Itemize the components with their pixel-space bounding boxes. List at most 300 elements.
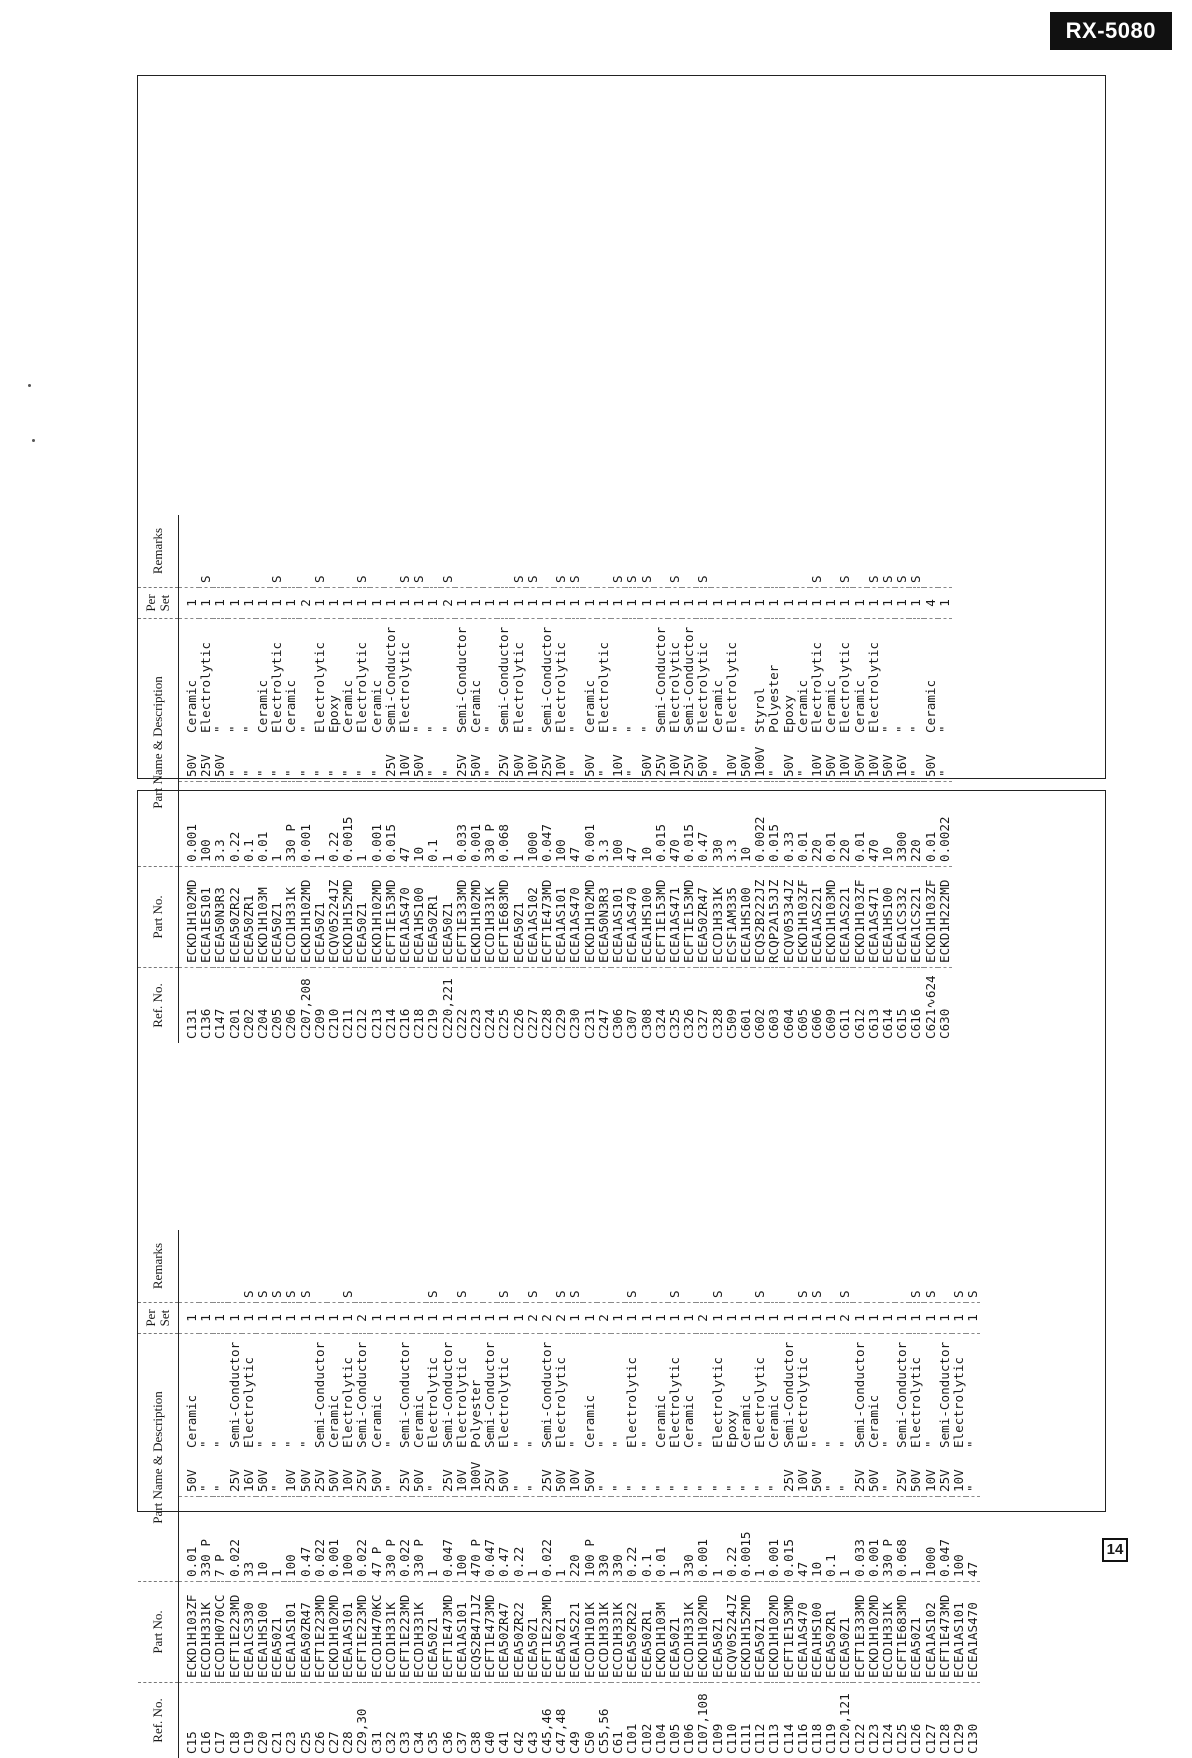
cell-value: 1000	[924, 1497, 938, 1582]
cell-description: Semi-Conductor	[398, 1334, 412, 1453]
cell-value: 0.01	[824, 782, 838, 867]
cell-voltage: 50V	[824, 737, 838, 782]
cell-part-no: ECEA50ZR22	[512, 1582, 526, 1683]
cell-part-no: ECKD1H102MD	[583, 867, 597, 968]
cell-voltage: 10V	[668, 737, 682, 782]
cell-ref-no: C33	[398, 1683, 412, 1758]
cell-part-no: ECQV05334JZ	[782, 867, 796, 968]
cell-per-set: 1	[796, 588, 810, 619]
cell-description: "	[924, 1334, 938, 1453]
cell-description: "	[526, 1334, 540, 1453]
cell-voltage: "	[526, 1452, 540, 1497]
table-row	[242, 1230, 256, 1758]
cell-remarks	[313, 1230, 327, 1303]
cell-ref-no: C28	[341, 1683, 355, 1758]
table-row	[327, 1230, 341, 1758]
cell-per-set: 1	[909, 1303, 923, 1334]
cell-remarks: S	[796, 1230, 810, 1303]
cell-description: Electrolytic	[341, 1334, 355, 1453]
cell-remarks: S	[909, 515, 923, 588]
cell-description: Electrolytic	[554, 619, 568, 738]
cell-value: 0.01	[796, 782, 810, 867]
cell-description: "	[483, 619, 497, 738]
cell-per-set: 1	[966, 1303, 980, 1334]
cell-ref-no: C210	[327, 968, 341, 1044]
cell-value: 10	[412, 782, 426, 867]
cell-part-no: ECEA50Z1	[270, 1582, 284, 1683]
cell-per-set: 1	[313, 1303, 327, 1334]
table-row	[782, 1230, 796, 1758]
cell-part-no: ECEA1AS470	[398, 867, 412, 968]
cell-value: 0.22	[625, 1497, 639, 1582]
cell-voltage: 50V	[299, 1452, 313, 1497]
cell-per-set: 1	[242, 588, 256, 619]
cell-value: 0.047	[540, 782, 554, 867]
cell-per-set: 1	[640, 588, 654, 619]
cell-part-no: ECFT1E223MD	[313, 1582, 327, 1683]
cell-voltage: 25V	[483, 1452, 497, 1497]
cell-description: "	[625, 619, 639, 738]
cell-description: Electrolytic	[668, 1334, 682, 1453]
cell-per-set: 1	[398, 588, 412, 619]
cell-value: 330 P	[881, 1497, 895, 1582]
cell-value: 1	[441, 782, 455, 867]
cell-description: Ceramic	[284, 619, 298, 738]
cell-per-set: 1	[370, 588, 384, 619]
cell-ref-no: C230	[568, 968, 582, 1044]
cell-remarks	[299, 515, 313, 588]
cell-per-set: 1	[554, 588, 568, 619]
cell-value: 0.0022	[938, 782, 952, 867]
cell-description: "	[881, 1334, 895, 1453]
cell-part-no: ECKD1H152MD	[739, 1582, 753, 1683]
cell-value: 330	[711, 782, 725, 867]
cell-ref-no: C616	[909, 968, 923, 1044]
table-row	[512, 515, 526, 1043]
cell-value: 100 P	[583, 1497, 597, 1582]
cell-part-no: ECEA50Z1	[838, 1582, 852, 1683]
cell-description: "	[568, 1334, 582, 1453]
table-row	[299, 1230, 313, 1758]
cell-ref-no: C147	[213, 968, 227, 1044]
cell-value: 0.1	[640, 1497, 654, 1582]
cell-ref-no: C124	[881, 1683, 895, 1758]
cell-description: Electrolytic	[625, 1334, 639, 1453]
cell-ref-no: C17	[213, 1683, 227, 1758]
cell-value: 0.022	[228, 1497, 242, 1582]
cell-description: Ceramic	[341, 619, 355, 738]
cell-remarks: S	[270, 1230, 284, 1303]
cell-description: Ceramic	[412, 1334, 426, 1453]
cell-per-set: 1	[526, 588, 540, 619]
cell-description: Electrolytic	[270, 619, 284, 738]
cell-voltage: "	[242, 737, 256, 782]
cell-voltage: 50V	[924, 737, 938, 782]
cell-per-set: 1	[767, 588, 781, 619]
cell-description: "	[611, 619, 625, 738]
cell-description: Semi-Conductor	[497, 619, 511, 738]
cell-ref-no: C114	[782, 1683, 796, 1758]
cell-voltage: 16V	[895, 737, 909, 782]
cell-value: 0.047	[483, 1497, 497, 1582]
cell-remarks: S	[909, 1230, 923, 1303]
cell-remarks: S	[256, 1230, 270, 1303]
cell-voltage: 25V	[782, 1452, 796, 1497]
table-row	[810, 515, 824, 1043]
cell-voltage: 50V	[179, 737, 200, 782]
cell-description: Semi-Conductor	[540, 1334, 554, 1453]
table-row	[412, 515, 426, 1043]
cell-ref-no: C209	[313, 968, 327, 1044]
cell-value: 330	[611, 1497, 625, 1582]
table-row	[412, 1230, 426, 1758]
cell-value: 1	[711, 1497, 725, 1582]
cell-part-no: ECKD1H103ZF	[853, 867, 867, 968]
parts-table	[138, 515, 952, 1043]
cell-value: 0.22	[228, 782, 242, 867]
cell-part-no: ECCD1H331K	[284, 867, 298, 968]
cell-remarks	[597, 1230, 611, 1303]
cell-value: 10	[810, 1497, 824, 1582]
table-row	[952, 1230, 966, 1758]
cell-per-set: 1	[711, 588, 725, 619]
cell-ref-no: C604	[782, 968, 796, 1044]
cell-per-set: 1	[228, 1303, 242, 1334]
table-row	[179, 1230, 200, 1758]
cell-voltage: 50V	[179, 1452, 200, 1497]
table-row	[753, 515, 767, 1043]
cell-per-set: 1	[938, 1303, 952, 1334]
table-row	[526, 515, 540, 1043]
cell-part-no: ECEA1AS470	[625, 867, 639, 968]
cell-part-no: ECEA50ZR22	[625, 1582, 639, 1683]
table-row	[228, 1230, 242, 1758]
cell-part-no: ECEA50Z1	[270, 867, 284, 968]
cell-remarks: S	[313, 515, 327, 588]
cell-remarks: S	[554, 1230, 568, 1303]
cell-part-no: ECFT1E153MD	[782, 1582, 796, 1683]
cell-value: 0.22	[327, 782, 341, 867]
cell-description: Ceramic	[256, 619, 270, 738]
cell-value: 0.47	[299, 1497, 313, 1582]
cell-voltage: 50V	[469, 737, 483, 782]
parts-table-panel-2	[137, 75, 1106, 779]
cell-voltage: "	[327, 737, 341, 782]
cell-voltage: 25V	[497, 737, 511, 782]
cell-voltage: 100V	[753, 737, 767, 782]
cell-ref-no: C615	[895, 968, 909, 1044]
cell-remarks: S	[611, 515, 625, 588]
cell-voltage: 50V	[512, 737, 526, 782]
cell-per-set: 1	[881, 1303, 895, 1334]
cell-remarks: S	[441, 515, 455, 588]
cell-description: "	[966, 1334, 980, 1453]
cell-part-no: ECEA50ZR1	[640, 1582, 654, 1683]
cell-ref-no: C105	[668, 1683, 682, 1758]
cell-part-no: ECEA1HS100	[256, 1582, 270, 1683]
cell-voltage: "	[611, 1452, 625, 1497]
cell-part-no: ECEA1AS470	[966, 1582, 980, 1683]
cell-voltage: 10V	[284, 1452, 298, 1497]
cell-per-set: 1	[725, 588, 739, 619]
cell-remarks	[753, 515, 767, 588]
cell-part-no: ECFT1E223MD	[398, 1582, 412, 1683]
cell-per-set: 1	[426, 1303, 440, 1334]
table-row	[682, 1230, 696, 1758]
cell-per-set: 1	[583, 1303, 597, 1334]
cell-value: 0.01	[853, 782, 867, 867]
cell-description: Ceramic	[796, 619, 810, 738]
table-row	[398, 1230, 412, 1758]
table-row	[640, 515, 654, 1043]
cell-value: 0.001	[867, 1497, 881, 1582]
cell-description: Electrolytic	[838, 619, 852, 738]
cell-ref-no: C61	[611, 1683, 625, 1758]
cell-part-no: ECFT1E223MD	[540, 1582, 554, 1683]
cell-voltage: 25V	[540, 1452, 554, 1497]
cell-voltage: 10V	[341, 1452, 355, 1497]
cell-voltage: "	[256, 737, 270, 782]
cell-value: 330 P	[284, 782, 298, 867]
cell-voltage: "	[441, 737, 455, 782]
cell-voltage: 50V	[909, 1452, 923, 1497]
cell-part-no: ECEA1CS330	[242, 1582, 256, 1683]
cell-per-set: 1	[384, 588, 398, 619]
cell-ref-no: C20	[256, 1683, 270, 1758]
cell-description: Electrolytic	[512, 619, 526, 738]
table-row	[384, 515, 398, 1043]
scan-speck	[28, 384, 31, 387]
table-row	[654, 1230, 668, 1758]
table-row	[696, 1230, 710, 1758]
cell-remarks	[384, 515, 398, 588]
cell-remarks: S	[895, 515, 909, 588]
cell-value: 10	[739, 782, 753, 867]
cell-description: Electrolytic	[909, 1334, 923, 1453]
cell-description: "	[284, 1334, 298, 1453]
cell-per-set: 1	[497, 1303, 511, 1334]
cell-description: "	[824, 1334, 838, 1453]
cell-part-no: ECCD1H331K	[412, 1582, 426, 1683]
table-row	[355, 515, 369, 1043]
cell-ref-no: C125	[895, 1683, 909, 1758]
table-row	[938, 515, 952, 1043]
cell-ref-no: C45,46	[540, 1683, 554, 1758]
cell-per-set: 1	[782, 1303, 796, 1334]
cell-per-set: 1	[853, 1303, 867, 1334]
cell-ref-no: C31	[370, 1683, 384, 1758]
cell-part-no: RCQP2A153JZ	[767, 867, 781, 968]
cell-ref-no: C32	[384, 1683, 398, 1758]
cell-value: 220	[810, 782, 824, 867]
cell-value: 330 P	[199, 1497, 213, 1582]
cell-per-set: 1	[213, 1303, 227, 1334]
cell-part-no: ECEA50Z1	[355, 867, 369, 968]
cell-per-set: 1	[568, 1303, 582, 1334]
cell-per-set: 2	[526, 1303, 540, 1334]
cell-per-set: 1	[654, 588, 668, 619]
cell-voltage: "	[767, 737, 781, 782]
cell-value: 0.022	[355, 1497, 369, 1582]
table-row	[810, 1230, 824, 1758]
cell-description: Electrolytic	[952, 1334, 966, 1453]
cell-part-no: ECKD1H103ZF	[796, 867, 810, 968]
cell-description: Semi-Conductor	[654, 619, 668, 738]
cell-value: 0.001	[696, 1497, 710, 1582]
cell-remarks: S	[299, 1230, 313, 1303]
cell-part-no: ECKD1H152MD	[341, 867, 355, 968]
cell-part-no: ECEA1AS470	[568, 867, 582, 968]
cell-per-set: 1	[512, 1303, 526, 1334]
cell-remarks	[583, 515, 597, 588]
cell-value: 1	[554, 1497, 568, 1582]
cell-ref-no: C630	[938, 968, 952, 1044]
cell-value: 0.015	[682, 782, 696, 867]
cell-description: "	[384, 1334, 398, 1453]
cell-description: Electrolytic	[497, 1334, 511, 1453]
cell-ref-no: C325	[668, 968, 682, 1044]
cell-per-set: 1	[668, 1303, 682, 1334]
cell-voltage: 25V	[441, 1452, 455, 1497]
cell-per-set: 1	[753, 588, 767, 619]
cell-value: 10	[256, 1497, 270, 1582]
cell-description: "	[512, 1334, 526, 1453]
cell-remarks	[469, 515, 483, 588]
cell-voltage: "	[966, 1452, 980, 1497]
cell-value: 100	[199, 782, 213, 867]
cell-remarks	[654, 515, 668, 588]
cell-part-no: ECEA1AS102	[526, 867, 540, 968]
cell-description: Electrolytic	[696, 619, 710, 738]
cell-remarks	[199, 1230, 213, 1303]
cell-part-no: ECEA1HS100	[412, 867, 426, 968]
cell-per-set: 1	[341, 588, 355, 619]
cell-description: Ceramic	[853, 619, 867, 738]
cell-voltage: 25V	[540, 737, 554, 782]
cell-per-set: 1	[640, 1303, 654, 1334]
cell-per-set: 1	[199, 588, 213, 619]
cell-description: Semi-Conductor	[895, 1334, 909, 1453]
cell-per-set: 1	[611, 588, 625, 619]
cell-part-no: ECCD1H331K	[384, 1582, 398, 1683]
cell-remarks: S	[526, 1230, 540, 1303]
cell-per-set: 1	[810, 588, 824, 619]
cell-part-no: ECEA50ZR47	[497, 1582, 511, 1683]
table-row	[213, 1230, 227, 1758]
cell-per-set: 1	[682, 1303, 696, 1334]
cell-part-no: ECEA1HS100	[881, 867, 895, 968]
cell-remarks: S	[398, 515, 412, 588]
cell-ref-no: C128	[938, 1683, 952, 1758]
cell-remarks	[228, 1230, 242, 1303]
cell-part-no: ECEA50Z1	[426, 1582, 440, 1683]
cell-part-no: ECQV05224JZ	[327, 867, 341, 968]
cell-voltage: "	[938, 737, 952, 782]
cell-value: 1	[838, 1497, 852, 1582]
cell-remarks	[597, 515, 611, 588]
cell-description: Epoxy	[782, 619, 796, 738]
cell-remarks	[441, 1230, 455, 1303]
cell-part-no: ECEA50Z1	[526, 1582, 540, 1683]
cell-ref-no: C36	[441, 1683, 455, 1758]
cell-remarks	[284, 515, 298, 588]
cell-value: 0.001	[583, 782, 597, 867]
cell-ref-no: C42	[512, 1683, 526, 1758]
cell-remarks	[725, 515, 739, 588]
cell-per-set: 1	[838, 588, 852, 619]
cell-description: Ceramic	[583, 1334, 597, 1453]
cell-ref-no: C602	[753, 968, 767, 1044]
cell-remarks: S	[668, 1230, 682, 1303]
cell-voltage: 50V	[497, 1452, 511, 1497]
table-row	[782, 515, 796, 1043]
cell-per-set: 1	[796, 1303, 810, 1334]
cell-ref-no: C614	[881, 968, 895, 1044]
cell-part-no: ECFT1E223MD	[355, 1582, 369, 1683]
cell-ref-no: C129	[952, 1683, 966, 1758]
cell-value: 47 P	[370, 1497, 384, 1582]
cell-description: Ceramic	[179, 619, 200, 738]
table-row	[611, 1230, 625, 1758]
cell-ref-no: C621∿624	[924, 968, 938, 1044]
cell-ref-no: C326	[682, 968, 696, 1044]
cell-description: "	[426, 619, 440, 738]
cell-per-set: 1	[497, 588, 511, 619]
cell-value: 330	[682, 1497, 696, 1582]
cell-remarks	[469, 1230, 483, 1303]
cell-part-no: ECFT1E473MD	[540, 867, 554, 968]
cell-value: 47	[966, 1497, 980, 1582]
cell-per-set: 1	[455, 588, 469, 619]
cell-part-no: ECFT1E683MD	[497, 867, 511, 968]
cell-remarks	[228, 515, 242, 588]
cell-part-no: ECEA1HS100	[810, 1582, 824, 1683]
cell-value: 1000	[526, 782, 540, 867]
table-row	[256, 515, 270, 1043]
scan-speck	[32, 439, 35, 442]
cell-voltage: "	[696, 1452, 710, 1497]
cell-value: 0.022	[540, 1497, 554, 1582]
cell-part-no: ECKD1H102MD	[327, 1582, 341, 1683]
cell-per-set: 1	[895, 1303, 909, 1334]
cell-part-no: ECKD1H102MD	[370, 867, 384, 968]
cell-remarks: S	[625, 515, 639, 588]
cell-value: 220	[568, 1497, 582, 1582]
cell-value: 0.001	[767, 1497, 781, 1582]
cell-ref-no: C101	[625, 1683, 639, 1758]
cell-description: Electrolytic	[796, 1334, 810, 1453]
cell-remarks	[370, 515, 384, 588]
table-header-row	[138, 1230, 179, 1758]
cell-description: Ceramic	[711, 619, 725, 738]
cell-voltage: 50V	[554, 1452, 568, 1497]
cell-voltage: "	[341, 737, 355, 782]
cell-voltage: 25V	[682, 737, 696, 782]
cell-voltage: 50V	[853, 737, 867, 782]
col-header-name: Part Name & Description	[138, 1334, 179, 1582]
cell-remarks	[455, 515, 469, 588]
table-row	[568, 515, 582, 1043]
table-row	[469, 515, 483, 1043]
cell-description: "	[526, 619, 540, 738]
cell-ref-no: C113	[767, 1683, 781, 1758]
cell-remarks: S	[497, 1230, 511, 1303]
table-row	[767, 1230, 781, 1758]
cell-description: Semi-Conductor	[938, 1334, 952, 1453]
cell-voltage: 10V	[838, 737, 852, 782]
cell-voltage: "	[597, 1452, 611, 1497]
cell-voltage: 25V	[199, 737, 213, 782]
